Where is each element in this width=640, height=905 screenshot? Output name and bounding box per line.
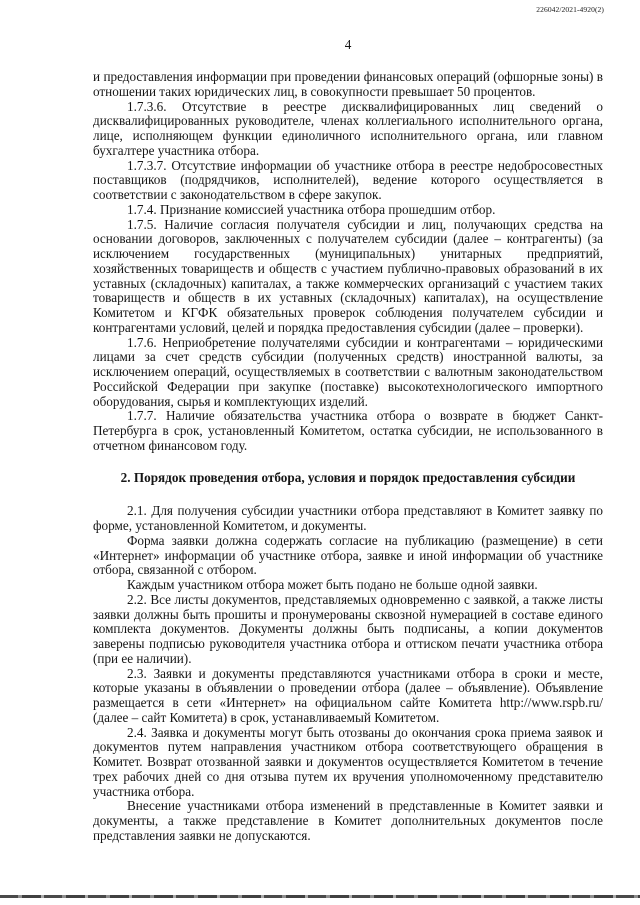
scan-edge-line: [0, 895, 640, 898]
paragraph-1-7-4: 1.7.4. Признание комиссией участника отбора прошедшим отбор.: [127, 201, 496, 217]
paragraph-2-1: 2.1. Для получения субсидии участники отбора представляют в Комитет заявку по форме, установленной Комитетом, и документы.: [93, 503, 603, 533]
paragraph-2-3: 2.3. Заявки и документы представляются участниками отбора в сроки и месте, которые указаны в объявлении о проведении отбора (далее – объявление). Объявление размещается в сети «Интернет» на официальном сайте Комитета http://www.rspb.ru/ (далее – сайт Комитета) в срок, устанавливаемый Комитетом.: [93, 665, 603, 725]
paragraph-1-7-7: 1.7.7. Наличие обязательства участника отбора о возврате в бюджет Санкт-Петербурга в срок, установленный Комитетом, остатка субсидии, не использованного в отчетном финансовом году.: [93, 408, 603, 453]
paragraph-continued-1-7-3-5: и предоставления информации при проведении финансовых операций (офшорные зоны) в отношении таких юридических лиц, в совокупности превышает 50 процентов.: [93, 69, 603, 99]
page-number: 4: [344, 37, 352, 52]
paragraph-2-2: 2.2. Все листы документов, представляемых одновременно с заявкой, а также листы заявки должны быть прошиты и пронумерованы сквозной нумерацией в составе единого комплекта документов. Документы должны быть подписаны, а копии документов заверены подписью руководителя участника отбора и оттиском печати участника отбора (при ее наличии).: [93, 591, 603, 666]
section-2-heading: 2. Порядок проведения отбора, условия и порядок предоставления субсидии: [120, 469, 576, 485]
paragraph-1-7-6: 1.7.6. Неприобретение получателями субсидии и контрагентами – юридическими лицами за счет средств субсидии (полученных средств) иностранной валюты, за исключением операций, осуществляемых в соответствии с валютным законодательством Российской Федерации при закупке (поставке) высокотехнологического импортного оборудования, сырья и комплектующих изделий.: [93, 334, 603, 409]
paragraph-1-7-3-6: 1.7.3.6. Отсутствие в реестре дисквалифицированных лиц сведений о дисквалифицированных руководителе, членах коллегиального исполнительного органа, лице, исполняющем функции единоличного исполнительного органа, или главном бухгалтере участника отбора.: [93, 98, 603, 158]
paragraph-application-form: Форма заявки должна содержать согласие на публикацию (размещение) в сети «Интернет» информации об участнике отбора, заявке и иной информации об участнике отбора, связанной с отбором.: [93, 532, 603, 578]
document-body: [93, 70, 603, 844]
paragraph-one-application-limit: Каждым участником отбора может быть подано не больше одной заявки.: [127, 577, 538, 592]
document-registration-number: 226042/2021-4920(2): [536, 5, 604, 14]
paragraph-1-7-5: 1.7.5. Наличие согласия получателя субсидии и лиц, получающих средства на основании договоров, заключенных с получателем субсидии (далее – контрагенты) (за исключением государственных (муниципальных) унитарных предприятий, хозяйственных товариществ и обществ с участием публично-правовых образований в их уставных (складочных) капиталах, а также коммерческих организаций с участием таких товариществ и обществ в их уставных (складочных) капиталах), на осуществление Комитетом и КГФК обязательных проверок соблюдения получателем субсидии и контрагентами условий, целей и порядка предоставления субсидии (далее – проверки).: [93, 216, 603, 335]
paragraph-1-7-3-7: 1.7.3.7. Отсутствие информации об участнике отбора в реестре недобросовестных поставщиков (подрядчиков, исполнителей), ведение которого осуществляется в соответствии с законодательством в сфере закупок.: [93, 157, 603, 202]
paragraph-changes-not-allowed: Внесение участниками отбора изменений в представленные в Комитет заявки и документы, а также представление в Комитет дополнительных документов после представления заявки не допускаются.: [93, 798, 603, 843]
paragraph-2-4: 2.4. Заявка и документы могут быть отозваны до окончания срока приема заявок и документов путем направления участником отбора соответствующего обращения в Комитет. Возврат отозванной заявки и документов осуществляется Комитетом в течение трех рабочих дней со дня отзыва путем их вручения уполномоченному представителю участника отбора.: [93, 724, 603, 799]
